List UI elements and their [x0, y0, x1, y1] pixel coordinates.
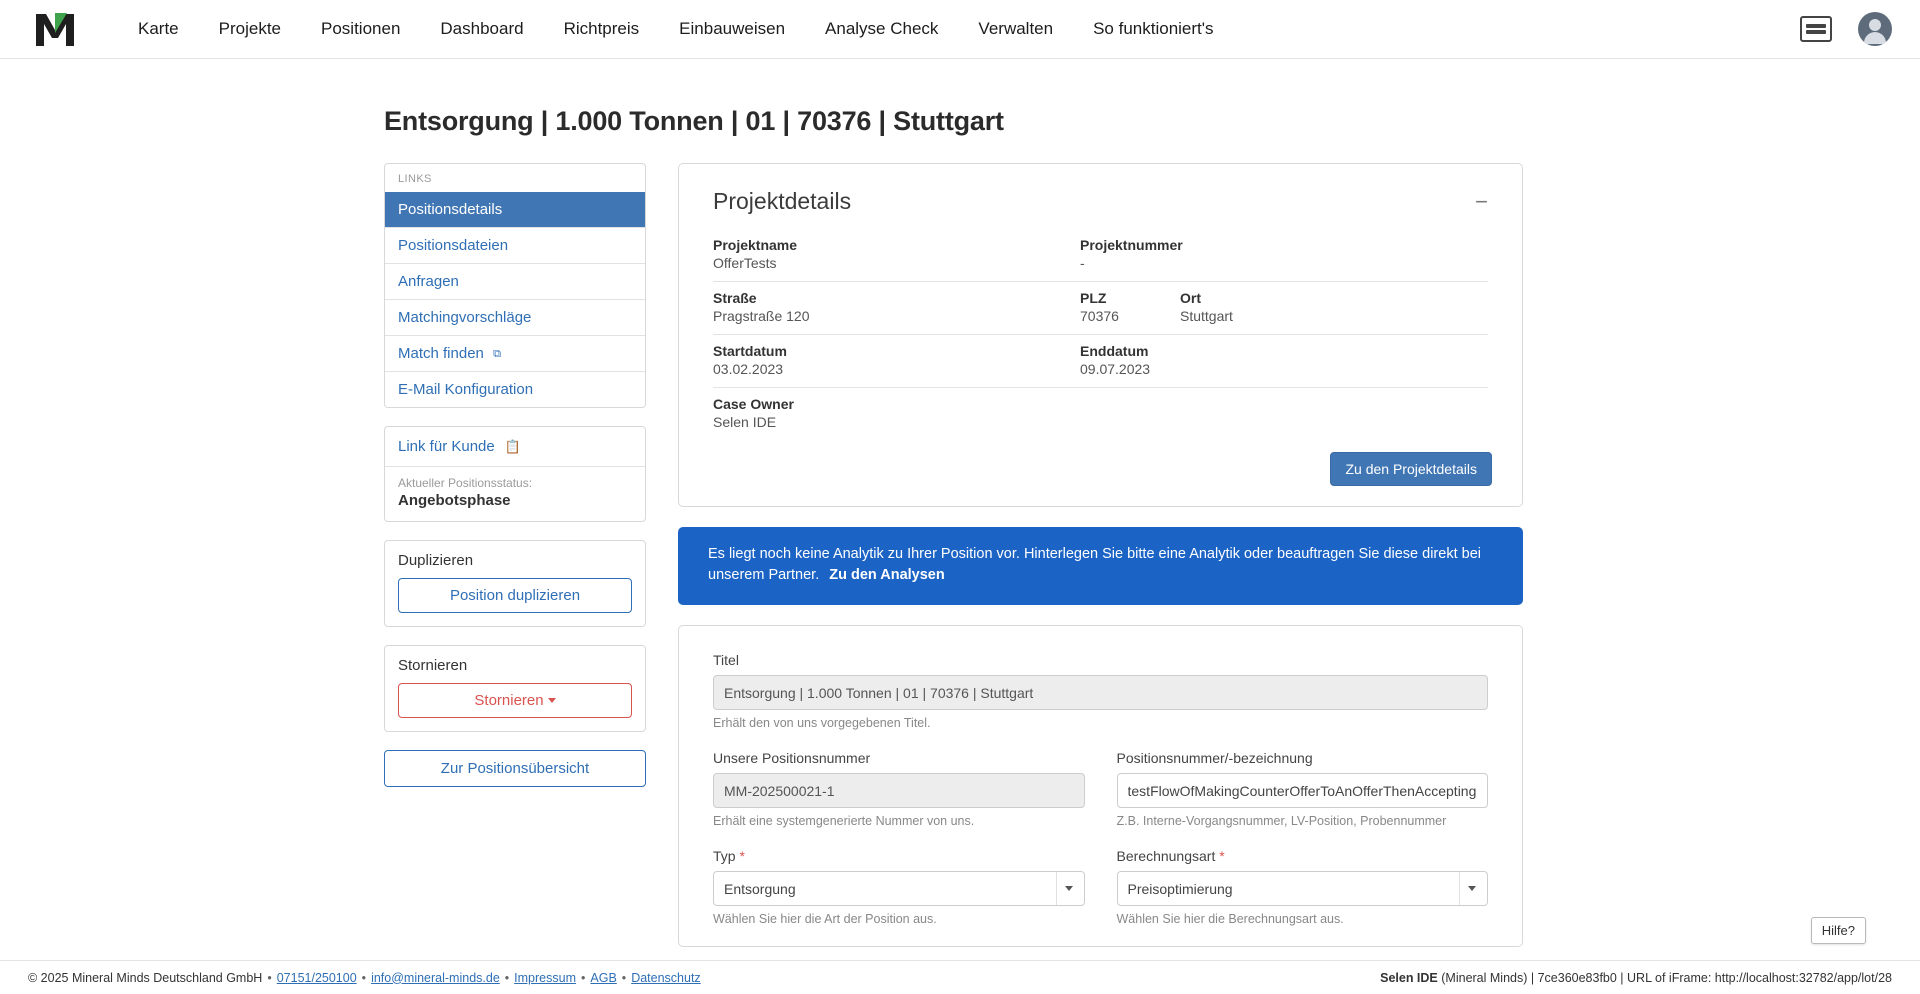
customer-link-card: [384, 426, 646, 522]
berechnungsart-select[interactable]: [1117, 871, 1489, 906]
duplicate-card: [384, 540, 646, 627]
footer-copyright: © 2025 Mineral Minds Deutschland GmbH: [28, 970, 263, 985]
detail-cell: [713, 396, 1080, 430]
content-area: [0, 137, 1920, 947]
sidebar-item-email-konfiguration[interactable]: [385, 371, 645, 407]
detail-value: Pragstraße 120: [713, 308, 810, 324]
nav-item-dashboard[interactable]: Dashboard: [440, 19, 524, 38]
sidebar-item-positionsdetails[interactable]: [385, 192, 645, 227]
detail-value: OfferTests: [713, 255, 777, 271]
titel-help: Erhält den von uns vorgegebenen Titel.: [713, 716, 931, 731]
footer-user-name: Selen IDE: [1380, 970, 1438, 985]
analytics-alert: [678, 527, 1523, 605]
berechnungsart-label: [1117, 848, 1489, 864]
required-marker: *: [739, 848, 745, 865]
detail-value: -: [1080, 255, 1085, 271]
sidebar-item-match-finden[interactable]: [385, 335, 645, 371]
footer-agb-link[interactable]: AGB: [590, 970, 617, 985]
project-details-header: [679, 164, 1522, 229]
detail-value: 09.07.2023: [1080, 361, 1151, 377]
detail-cell: [713, 343, 1080, 377]
detail-label: Case Owner: [713, 396, 794, 412]
detail-row: [713, 335, 1488, 388]
select-divider: [1056, 872, 1057, 905]
detail-row: [713, 229, 1488, 282]
project-details-actions: [679, 440, 1522, 506]
duplicate-title: Duplizieren: [398, 552, 474, 569]
footer-separator: •: [361, 970, 367, 985]
goto-project-details-button[interactable]: Zu den Projektdetails: [1330, 452, 1492, 486]
positionsnummer-field-group: [713, 750, 1085, 828]
detail-label: Enddatum: [1080, 343, 1149, 359]
footer-separator: •: [267, 970, 272, 985]
nav-item-positionen[interactable]: Positionen: [321, 19, 401, 38]
nav-item-analyse-check[interactable]: Analyse Check: [825, 19, 939, 38]
sidebar-item-anfragen[interactable]: [385, 263, 645, 299]
nav-item-einbauweisen[interactable]: Einbauweisen: [679, 19, 786, 38]
status-badge: Angebotsphase: [398, 492, 511, 509]
cancel-title: Stornieren: [398, 657, 468, 674]
detail-label: Projektnummer: [1080, 237, 1183, 253]
cancel-dropdown-button[interactable]: [398, 683, 632, 718]
sidebar-item-label: Anfragen: [398, 273, 459, 290]
cancel-button-label: Stornieren: [474, 692, 544, 709]
links-card: [384, 163, 646, 408]
external-link-icon: ⧉: [493, 348, 501, 360]
position-form: [678, 625, 1523, 947]
positionsbezeichnung-help: Z.B. Interne-Vorgangsnummer, LV-Position, Probennummer: [1116, 814, 1447, 829]
footer-datenschutz-link[interactable]: Datenschutz: [631, 970, 701, 985]
footer-separator: •: [504, 970, 510, 985]
alert-link-zu-den-analysen[interactable]: Zu den Analysen: [829, 567, 945, 584]
detail-label: Ort: [1180, 290, 1201, 306]
number-row: [713, 750, 1488, 828]
required-marker: *: [1219, 848, 1225, 865]
nav-item-projekte[interactable]: Projekte: [218, 19, 282, 38]
titel-label: Titel: [713, 652, 739, 669]
positionsnummer-input[interactable]: [713, 773, 1085, 808]
detail-label: Straße: [713, 290, 757, 306]
customer-link-button[interactable]: [385, 427, 645, 466]
detail-cell: [1180, 290, 1488, 324]
detail-cell: [1080, 343, 1488, 377]
typ-select-wrap: [713, 871, 1085, 906]
detail-row: [713, 388, 1488, 440]
customer-link-label: Link für Kunde: [398, 438, 495, 455]
top-navigation-bar: [0, 0, 1920, 59]
positionsbezeichnung-field-group: [1117, 750, 1489, 828]
typ-field-group: [713, 848, 1085, 926]
help-button[interactable]: Hilfe?: [1811, 917, 1866, 944]
page-body: [0, 59, 1920, 960]
links-header: LINKS: [398, 173, 432, 185]
berechnungsart-select-wrap: [1117, 871, 1489, 906]
footer-separator: •: [581, 970, 586, 985]
main-column: [678, 163, 1523, 947]
footer-email-link[interactable]: info@mineral-minds.de: [371, 970, 500, 985]
berechnungsart-field-group: [1117, 848, 1489, 926]
back-to-overview-button[interactable]: Zur Positionsübersicht: [384, 750, 646, 787]
footer: [0, 960, 1920, 994]
positionsnummer-help: Erhält eine systemgenerierte Nummer von uns.: [713, 814, 975, 829]
project-details-title: Projektdetails: [713, 188, 852, 214]
detail-cell: [1080, 237, 1488, 271]
sidebar-item-label: Matchingvorschläge: [398, 309, 532, 326]
nav-item-karte[interactable]: Karte: [138, 19, 179, 38]
berechnungsart-label-text: Berechnungsart: [1116, 848, 1216, 865]
project-details-table: [679, 229, 1522, 440]
nav-right-actions: [1800, 12, 1892, 46]
sidebar-item-label: Match finden: [398, 345, 484, 362]
footer-session-info: [1380, 971, 1892, 985]
select-divider: [1459, 872, 1460, 905]
detail-value: 03.02.2023: [713, 361, 784, 377]
detail-cell: [713, 290, 1080, 324]
typ-label-text: Typ: [713, 848, 736, 865]
sidebar-item-label: Positionsdetails: [398, 201, 503, 218]
nav-item-richtpreis[interactable]: Richtpreis: [563, 19, 640, 38]
sidebar-item-label: Positionsdateien: [398, 237, 509, 254]
detail-cell: [1080, 290, 1180, 324]
positionsbezeichnung-input[interactable]: [1117, 773, 1489, 808]
cancel-card: [384, 645, 646, 732]
footer-phone-link[interactable]: 07151/250100: [276, 970, 357, 985]
detail-value: Selen IDE: [713, 414, 777, 430]
page-title: Entsorgung | 1.000 Tonnen | 01 | 70376 | Stuttgart: [384, 106, 1004, 136]
duplicate-position-button[interactable]: Position duplizieren: [398, 578, 632, 613]
berechnungsart-help: Wählen Sie hier die Berechnungsart aus.: [1116, 912, 1344, 927]
status-block: [385, 466, 645, 521]
detail-value: 70376: [1080, 308, 1119, 324]
detail-value: Stuttgart: [1180, 308, 1233, 324]
chevron-down-icon: [548, 698, 556, 703]
sidebar-item-label: E-Mail Konfiguration: [398, 381, 534, 398]
detail-label: Startdatum: [713, 343, 787, 359]
collapse-icon[interactable]: −: [1475, 188, 1488, 214]
typ-label: [713, 848, 1085, 864]
detail-label: PLZ: [1080, 290, 1107, 306]
sidebar-item-positionsdateien[interactable]: [385, 227, 645, 263]
footer-user-org: (Mineral Minds) | 7ce360e83fb0 | URL of iFrame: http://localhost:32782/app/lot/28: [1441, 970, 1892, 985]
server-icon[interactable]: [1800, 16, 1832, 42]
titel-field-group: [713, 652, 1488, 730]
sidebar-item-matchingvorschlaege[interactable]: [385, 299, 645, 335]
nav-item-so-funktionierts[interactable]: So funktioniert's: [1093, 19, 1214, 38]
status-label: Aktueller Positionsstatus:: [398, 476, 533, 490]
typ-select[interactable]: [713, 871, 1085, 906]
positionsnummer-label: Unsere Positionsnummer: [713, 750, 871, 767]
user-avatar[interactable]: [1858, 12, 1892, 46]
detail-cell: [713, 237, 1080, 271]
typ-help: Wählen Sie hier die Art der Position aus.: [713, 912, 937, 927]
positionsbezeichnung-label: Positionsnummer/-bezeichnung: [1116, 750, 1313, 767]
nav-items: [118, 11, 1234, 47]
alert-text: Es liegt noch keine Analytik zu Ihrer Position vor. Hinterlegen Sie bitte eine Analytik oder beauftragen Sie diese direkt bei unserem Partner.: [708, 546, 1481, 584]
copy-icon: 📋: [504, 439, 522, 454]
footer-separator: •: [621, 970, 627, 985]
sidebar: [384, 163, 646, 947]
detail-label: Projektname: [713, 237, 798, 253]
titel-input[interactable]: [713, 675, 1488, 710]
footer-impressum-link[interactable]: Impressum: [514, 970, 576, 985]
detail-row: [713, 282, 1488, 335]
type-row: [713, 848, 1488, 926]
app-logo[interactable]: [34, 10, 76, 48]
project-details-panel: [678, 163, 1523, 507]
nav-item-verwalten[interactable]: Verwalten: [978, 19, 1054, 38]
